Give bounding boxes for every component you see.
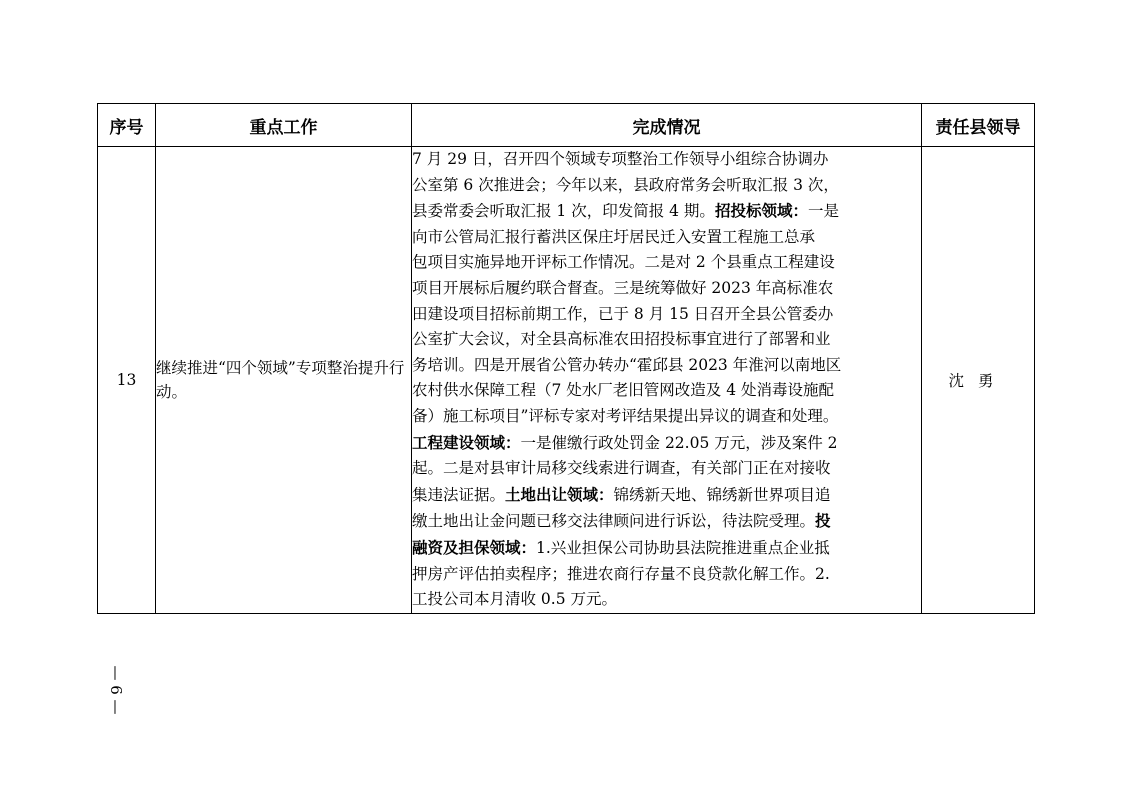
row-serial-number: 13 — [98, 147, 156, 614]
table-row — [98, 147, 1035, 614]
status-text: 押房产评估拍卖程序；推进农商行存量不良贷款化解工作。2. — [412, 564, 830, 583]
status-text: 锦绣新天地、锦绣新世界项目追 — [613, 485, 831, 504]
status-text: 农村供水保障工程（7 处水厂老旧管网改造及 4 处消毒设施配 — [412, 381, 835, 400]
status-text: 缴土地出让金问题已移交法律顾问进行诉讼，待法院受理。 — [412, 512, 816, 531]
status-line — [412, 353, 921, 379]
status-line — [412, 250, 921, 276]
status-line — [412, 430, 921, 457]
status-line — [412, 535, 921, 562]
status-line — [412, 587, 921, 613]
status-line — [412, 378, 921, 404]
status-text: 包项目实施异地开评标工作情况。二是对 2 个县重点工程建设 — [412, 253, 835, 272]
status-heading: 投 — [815, 511, 831, 531]
status-text: 工投公司本月清收 0.5 万元。 — [412, 590, 618, 609]
status-line — [412, 198, 921, 225]
status-heading: 工程建设领域： — [412, 432, 521, 452]
status-text: 务培训。四是开展省公管办转办“霍邱县 2023 年淮河以南地区 — [412, 355, 842, 374]
status-line — [412, 482, 921, 509]
status-text: 公室第 6 次推进会；今年以来，县政府常务会听取汇报 3 次， — [412, 175, 839, 194]
status-text: 项目开展标后履约联合督查。三是统筹做好 2023 年高标准农 — [412, 278, 834, 297]
status-heading: 土地出让领域： — [505, 484, 614, 504]
status-text: 集违法证据。 — [412, 485, 506, 504]
status-text: 公室扩大会议，对全县高标准农田招投标事宜进行了部署和业 — [412, 330, 831, 349]
status-line — [412, 276, 921, 302]
table-header-row — [98, 104, 1035, 147]
status-line — [412, 302, 921, 328]
work-progress-table — [97, 103, 1035, 614]
status-line — [412, 456, 921, 482]
status-line — [412, 147, 921, 173]
status-line — [412, 173, 921, 199]
status-line — [412, 404, 921, 430]
status-text: 7 月 29 日，召开四个领域专项整治工作领导小组综合协调办 — [412, 150, 829, 168]
status-line — [412, 508, 921, 535]
status-text: 县委常委会听取汇报 1 次，印发简报 4 期。 — [412, 202, 715, 221]
status-text: 向市公管局汇报行蓄洪区保庄圩居民迁入安置工程施工总承 — [412, 227, 816, 246]
row-completion-status — [412, 147, 922, 614]
status-line — [412, 225, 921, 251]
status-line — [412, 327, 921, 353]
header-completion-status: 完成情况 — [412, 104, 922, 147]
status-line — [412, 562, 921, 588]
status-heading: 招投标领域： — [714, 201, 808, 221]
status-text: 备）施工标项目”评标专家对考评结果提出异议的调查和处理。 — [412, 406, 839, 425]
status-heading: 融资及担保领域： — [412, 537, 537, 557]
row-responsible-leader: 沈勇 — [922, 147, 1035, 614]
status-text: 一是催缴行政处罚金 22.05 万元，涉及案件 2 — [520, 433, 838, 452]
header-key-work: 重点工作 — [156, 104, 412, 147]
status-text: 起。二是对县审计局移交线索进行调查，有关部门正在对接收 — [412, 459, 831, 478]
row-key-work: 继续推进“四个领域”专项整治提升行动。 — [156, 147, 412, 614]
status-text: 1.兴业担保公司协助县法院推进重点企业抵 — [536, 538, 830, 557]
header-serial-number: 序号 — [98, 104, 156, 147]
page-number: — 6 — — [107, 665, 125, 715]
status-text: 田建设项目招标前期工作，已于 8 月 15 日召开全县公管委办 — [412, 304, 834, 323]
header-responsible-leader: 责任县领导 — [922, 104, 1035, 147]
status-text: 一是 — [807, 202, 839, 221]
